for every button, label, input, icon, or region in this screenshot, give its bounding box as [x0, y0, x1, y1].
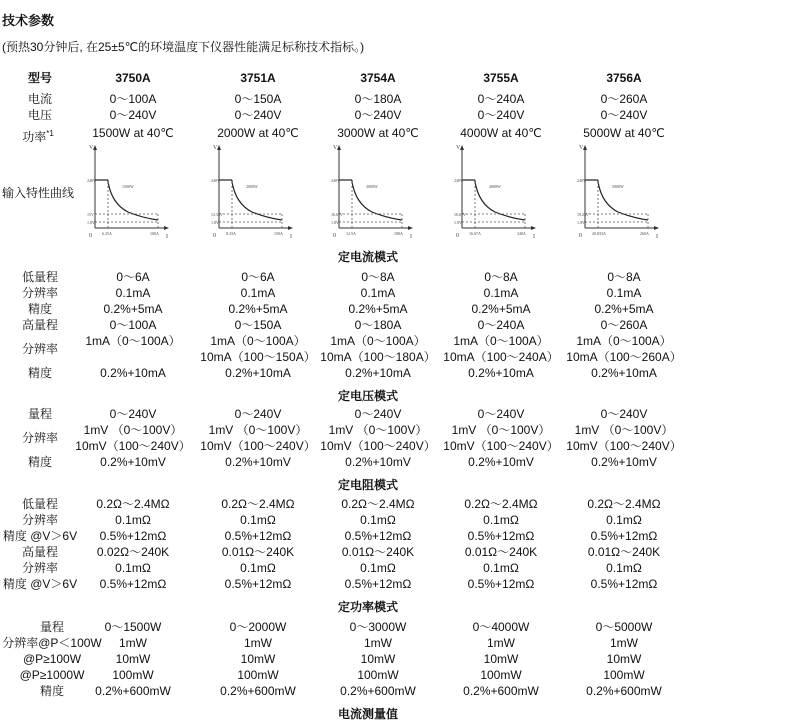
cc-row-cell: 0.2%+5mA — [103, 302, 163, 316]
power-curve-label: 5000W — [612, 184, 624, 189]
cr-row-cell: 0.1mΩ — [483, 513, 519, 527]
cp-row-cell: 0～3000W — [349, 620, 407, 634]
cv-title: 定电压模式 — [337, 389, 399, 403]
vmax-label: 240V — [454, 178, 463, 183]
i-axis-label: I — [410, 234, 412, 240]
xb-label: 100A — [150, 231, 159, 236]
cc-acc-cell: 0.2%+10mA — [100, 366, 166, 380]
cc-acc-cell: 0.2%+10mA — [225, 366, 291, 380]
ylow1-label: 13.33V — [211, 212, 223, 217]
cc-res-cell: 1mA（0～100A） — [576, 334, 672, 348]
model-cell: 3751A — [240, 71, 276, 85]
measure-title: 电流测量值 — [337, 707, 399, 721]
cc-title: 定电流模式 — [337, 250, 399, 264]
cr-row-label: 低量程 — [21, 497, 59, 511]
i-axis-label: I — [290, 234, 292, 240]
cr-row-label: 高量程 — [21, 545, 59, 559]
xb-label: 260A — [640, 231, 649, 236]
voltage-label: 电压 — [27, 108, 53, 122]
cr-row-cell: 0.1mΩ — [240, 561, 276, 575]
cr-row-cell: 0.1mΩ — [240, 513, 276, 527]
cv-acc-cell: 0.2%+10mV — [591, 455, 657, 469]
cv-range-cell: 0～240V — [477, 407, 525, 421]
cv-acc-cell: 0.2%+10mV — [468, 455, 534, 469]
cp-row-label: @P≥1000W — [19, 668, 85, 682]
cr-row-cell: 0.5%+12mΩ — [224, 577, 292, 591]
cp-row-cell: 10mW — [606, 652, 642, 666]
origin-label: 0 — [213, 233, 216, 239]
cv-res-cell: 10mV（100～240V） — [443, 439, 559, 453]
cc-row-cell: 0.1mA — [360, 286, 396, 300]
voltage-cell: 0～240V — [234, 108, 282, 122]
model-label: 型号 — [27, 71, 53, 85]
cc-res-cell: 1mA（0～100A） — [85, 334, 181, 348]
cc-res-cell: 10mA（100～180A） — [320, 350, 436, 364]
cv-res-cell: 1mV （0～100V） — [208, 423, 308, 437]
cc-row-cell: 0～8A — [361, 270, 395, 284]
cr-row-label: 精度 @V＞6V — [2, 529, 78, 543]
origin-label: 0 — [89, 233, 92, 239]
xa-label: 12.5A — [346, 231, 356, 236]
cc-acc-label: 精度 — [27, 366, 53, 380]
cr-row-cell: 0.1mΩ — [115, 513, 151, 527]
ylow1-label: 19.23V — [577, 212, 589, 217]
cv-res-cell: 1mV （0～100V） — [83, 423, 183, 437]
cr-row-cell: 0.5%+12mΩ — [344, 529, 412, 543]
cr-row-cell: 0.01Ω～240K — [464, 545, 538, 559]
current-cell: 0～100A — [109, 92, 157, 106]
cc-acc-cell: 0.2%+10mA — [591, 366, 657, 380]
cr-row-cell: 0.1mΩ — [606, 513, 642, 527]
cp-row-cell: 0.2%+600mW — [220, 684, 296, 698]
xb-label: 240A — [517, 231, 526, 236]
cr-row-cell: 0.5%+12mΩ — [99, 529, 167, 543]
power-cell: 1500W at 40℃ — [92, 126, 174, 140]
cp-row-cell: 0～4000W — [472, 620, 530, 634]
cp-row-cell: 1mW — [244, 636, 272, 650]
cp-row-cell: 0～2000W — [229, 620, 287, 634]
characteristic-curve — [88, 142, 172, 240]
cr-row-cell: 0.2Ω～2.4MΩ — [96, 497, 170, 511]
cc-row-cell: 0.1mA — [606, 286, 642, 300]
vmax-label: 240V — [577, 178, 586, 183]
ylow2-label: 1.8V — [87, 220, 95, 225]
cc-res-cell: 1mA（0～100A） — [210, 334, 306, 348]
power-cell: 4000W at 40℃ — [460, 126, 542, 140]
cc-row-label: 高量程 — [21, 318, 59, 332]
cv-acc-cell: 0.2%+10mV — [345, 455, 411, 469]
power-curve-label: 4000W — [489, 184, 501, 189]
cp-row-cell: 1mW — [487, 636, 515, 650]
v-axis-label: V — [579, 145, 584, 151]
cr-row-cell: 0.5%+12mΩ — [467, 529, 535, 543]
ylow1-label: 16.67V — [454, 212, 466, 217]
cp-row-cell: 1mW — [119, 636, 147, 650]
cr-row-label: 分辨率 — [21, 561, 59, 575]
cr-row-cell: 0.1mΩ — [483, 561, 519, 575]
cv-range-cell: 0～240V — [109, 407, 157, 421]
cp-row-cell: 1mW — [364, 636, 392, 650]
cr-row-label: 分辨率 — [21, 513, 59, 527]
cr-row-cell: 0.1mΩ — [360, 561, 396, 575]
cp-row-cell: 0.2%+600mW — [463, 684, 539, 698]
cp-row-cell: 100mW — [480, 668, 522, 682]
cc-row-cell: 0～150A — [234, 318, 282, 332]
cc-row-cell: 0～8A — [607, 270, 641, 284]
cv-res-cell: 10mV（100～240V） — [320, 439, 436, 453]
cp-row-cell: 0.2%+600mW — [340, 684, 416, 698]
characteristic-curve — [455, 142, 539, 240]
cp-row-cell: 100mW — [237, 668, 279, 682]
cc-row-cell: 0～240A — [477, 318, 525, 332]
preheat-note: (预热30分钟后, 在25±5℃的环境温度下仪器性能满足标称技术指标。) — [2, 40, 365, 54]
cp-row-cell: 10mW — [360, 652, 396, 666]
cc-res-cell: 1mA（0～100A） — [330, 334, 426, 348]
cr-row-cell: 0.1mΩ — [606, 561, 642, 575]
cc-row-cell: 0.2%+5mA — [348, 302, 408, 316]
cc-row-cell: 0.1mA — [240, 286, 276, 300]
cp-row-label: 精度 — [39, 684, 65, 698]
v-axis-label: V — [333, 145, 338, 151]
cc-row-cell: 0.1mA — [483, 286, 519, 300]
i-axis-label: I — [656, 234, 658, 240]
cr-row-cell: 0.2Ω～2.4MΩ — [587, 497, 661, 511]
cp-row-label: 量程 — [39, 620, 65, 634]
cp-row-cell: 0～1500W — [104, 620, 162, 634]
cr-row-cell: 0.2Ω～2.4MΩ — [221, 497, 295, 511]
xa-label: 6.25A — [102, 231, 112, 236]
current-cell: 0～180A — [354, 92, 402, 106]
cp-row-cell: 10mW — [240, 652, 276, 666]
cc-row-cell: 0～100A — [109, 318, 157, 332]
footnote-marker: *1 — [46, 129, 54, 138]
cc-res-cell: 10mA（100～150A） — [200, 350, 316, 364]
voltage-cell: 0～240V — [109, 108, 157, 122]
xa-label: 8.33A — [226, 231, 236, 236]
xa-label: 20.833A — [592, 231, 606, 236]
vmax-label: 240V — [211, 178, 220, 183]
cc-row-cell: 0.2%+5mA — [471, 302, 531, 316]
cp-row-cell: 100mW — [603, 668, 645, 682]
cr-row-cell: 0.5%+12mΩ — [590, 577, 658, 591]
cr-row-cell: 0.5%+12mΩ — [224, 529, 292, 543]
current-cell: 0～150A — [234, 92, 282, 106]
v-axis-label: V — [213, 145, 218, 151]
i-axis-label: I — [166, 234, 168, 240]
cc-row-cell: 0～8A — [484, 270, 518, 284]
cv-acc-label: 精度 — [27, 455, 53, 469]
cc-row-cell: 0～260A — [600, 318, 648, 332]
i-axis-label: I — [533, 234, 535, 240]
model-cell: 3754A — [360, 71, 396, 85]
cc-res-cell: 1mA（0～100A） — [453, 334, 549, 348]
cc-row-cell: 0～6A — [241, 270, 275, 284]
characteristic-curve — [212, 142, 296, 240]
cp-row-cell: 10mW — [483, 652, 519, 666]
cc-row-cell: 0.2%+5mA — [594, 302, 654, 316]
cr-row-cell: 0.5%+12mΩ — [344, 577, 412, 591]
cv-range-cell: 0～240V — [234, 407, 282, 421]
v-axis-label: V — [89, 145, 94, 151]
power-cell: 3000W at 40℃ — [337, 126, 419, 140]
characteristic-curve — [332, 142, 416, 240]
cr-row-cell: 0.2Ω～2.4MΩ — [464, 497, 538, 511]
origin-label: 0 — [456, 233, 459, 239]
cv-acc-cell: 0.2%+10mV — [225, 455, 291, 469]
cp-row-cell: 1mW — [610, 636, 638, 650]
ylow1-label: 16.67V — [331, 212, 343, 217]
xb-label: 180A — [394, 231, 403, 236]
current-cell: 0～240A — [477, 92, 525, 106]
model-cell: 3756A — [606, 71, 642, 85]
voltage-cell: 0～240V — [477, 108, 525, 122]
cv-res-cell: 10mV（100～240V） — [566, 439, 682, 453]
ylow2-label: 1.8V — [454, 220, 462, 225]
power-curve-label: 3000W — [366, 184, 378, 189]
cp-row-cell: 0.2%+600mW — [95, 684, 171, 698]
cc-res-label: 分辨率 — [21, 342, 59, 356]
cv-range-cell: 0～240V — [354, 407, 402, 421]
cr-row-cell: 0.5%+12mΩ — [590, 529, 658, 543]
cv-res-cell: 10mV（100～240V） — [75, 439, 191, 453]
cv-res-cell: 1mV （0～100V） — [451, 423, 551, 437]
cr-row-cell: 0.1mΩ — [360, 513, 396, 527]
model-cell: 3750A — [115, 71, 151, 85]
cc-acc-cell: 0.2%+10mA — [468, 366, 534, 380]
cr-row-cell: 0.2Ω～2.4MΩ — [341, 497, 415, 511]
cv-res-label: 分辨率 — [21, 431, 59, 445]
ylow1-label: 15V — [87, 212, 94, 217]
cp-row-cell: 10mW — [115, 652, 151, 666]
cp-row-cell: 100mW — [112, 668, 154, 682]
origin-label: 0 — [579, 233, 582, 239]
voltage-cell: 0～240V — [354, 108, 402, 122]
cr-title: 定电阻模式 — [337, 478, 399, 492]
ylow2-label: 1.8V — [331, 220, 339, 225]
characteristic-curve — [578, 142, 662, 240]
cv-range-cell: 0～240V — [600, 407, 648, 421]
cr-row-cell: 0.01Ω～240K — [221, 545, 295, 559]
xa-label: 16.67A — [469, 231, 481, 236]
cr-row-cell: 0.1mΩ — [115, 561, 151, 575]
curve-label: 输入特性曲线 — [1, 186, 75, 200]
cp-title: 定功率模式 — [337, 600, 399, 614]
power-curve-label: 2000W — [246, 184, 258, 189]
cc-acc-cell: 0.2%+10mA — [345, 366, 411, 380]
cr-row-cell: 0.02Ω～240K — [96, 545, 170, 559]
cc-row-cell: 0～6A — [116, 270, 150, 284]
cp-row-label: 分辨率@P＜100W — [2, 636, 102, 650]
cr-row-cell: 0.01Ω～240K — [341, 545, 415, 559]
power-cell: 2000W at 40℃ — [217, 126, 299, 140]
origin-label: 0 — [333, 233, 336, 239]
cc-row-cell: 0.2%+5mA — [228, 302, 288, 316]
cv-range-label: 量程 — [27, 407, 53, 421]
power-cell: 5000W at 40℃ — [583, 126, 665, 140]
cv-acc-cell: 0.2%+10mV — [100, 455, 166, 469]
cv-res-cell: 10mV（100～240V） — [200, 439, 316, 453]
vmax-label: 240V — [331, 178, 340, 183]
cc-row-label: 精度 — [27, 302, 53, 316]
vmax-label: 240V — [87, 178, 96, 183]
cr-row-cell: 0.5%+12mΩ — [99, 577, 167, 591]
cp-row-label: @P≥100W — [22, 652, 82, 666]
cv-res-cell: 1mV （0～100V） — [328, 423, 428, 437]
cr-row-cell: 0.01Ω～240K — [587, 545, 661, 559]
cp-row-cell: 0～5000W — [595, 620, 653, 634]
cr-row-label: 精度 @V＞6V — [2, 577, 78, 591]
cr-row-cell: 0.5%+12mΩ — [467, 577, 535, 591]
section-title: 技术参数 — [2, 13, 55, 28]
cp-row-cell: 0.2%+600mW — [586, 684, 662, 698]
ylow2-label: 1.8V — [211, 220, 219, 225]
power-curve-label: 1500W — [122, 184, 134, 189]
cc-res-cell: 10mA（100～240A） — [443, 350, 559, 364]
cc-row-cell: 0～180A — [354, 318, 402, 332]
power-label: 功率$^{*1}$ — [22, 129, 54, 144]
xb-label: 150A — [274, 231, 283, 236]
cv-res-cell: 1mV （0～100V） — [574, 423, 674, 437]
model-cell: 3755A — [483, 71, 519, 85]
cc-res-cell: 10mA（100～260A） — [566, 350, 682, 364]
cc-row-label: 低量程 — [21, 270, 59, 284]
current-label: 电流 — [27, 92, 53, 106]
cp-row-cell: 100mW — [357, 668, 399, 682]
ylow2-label: 1.8V — [577, 220, 585, 225]
cc-row-label: 分辨率 — [21, 286, 59, 300]
voltage-cell: 0～240V — [600, 108, 648, 122]
v-axis-label: V — [456, 145, 461, 151]
current-cell: 0～260A — [600, 92, 648, 106]
cc-row-cell: 0.1mA — [115, 286, 151, 300]
